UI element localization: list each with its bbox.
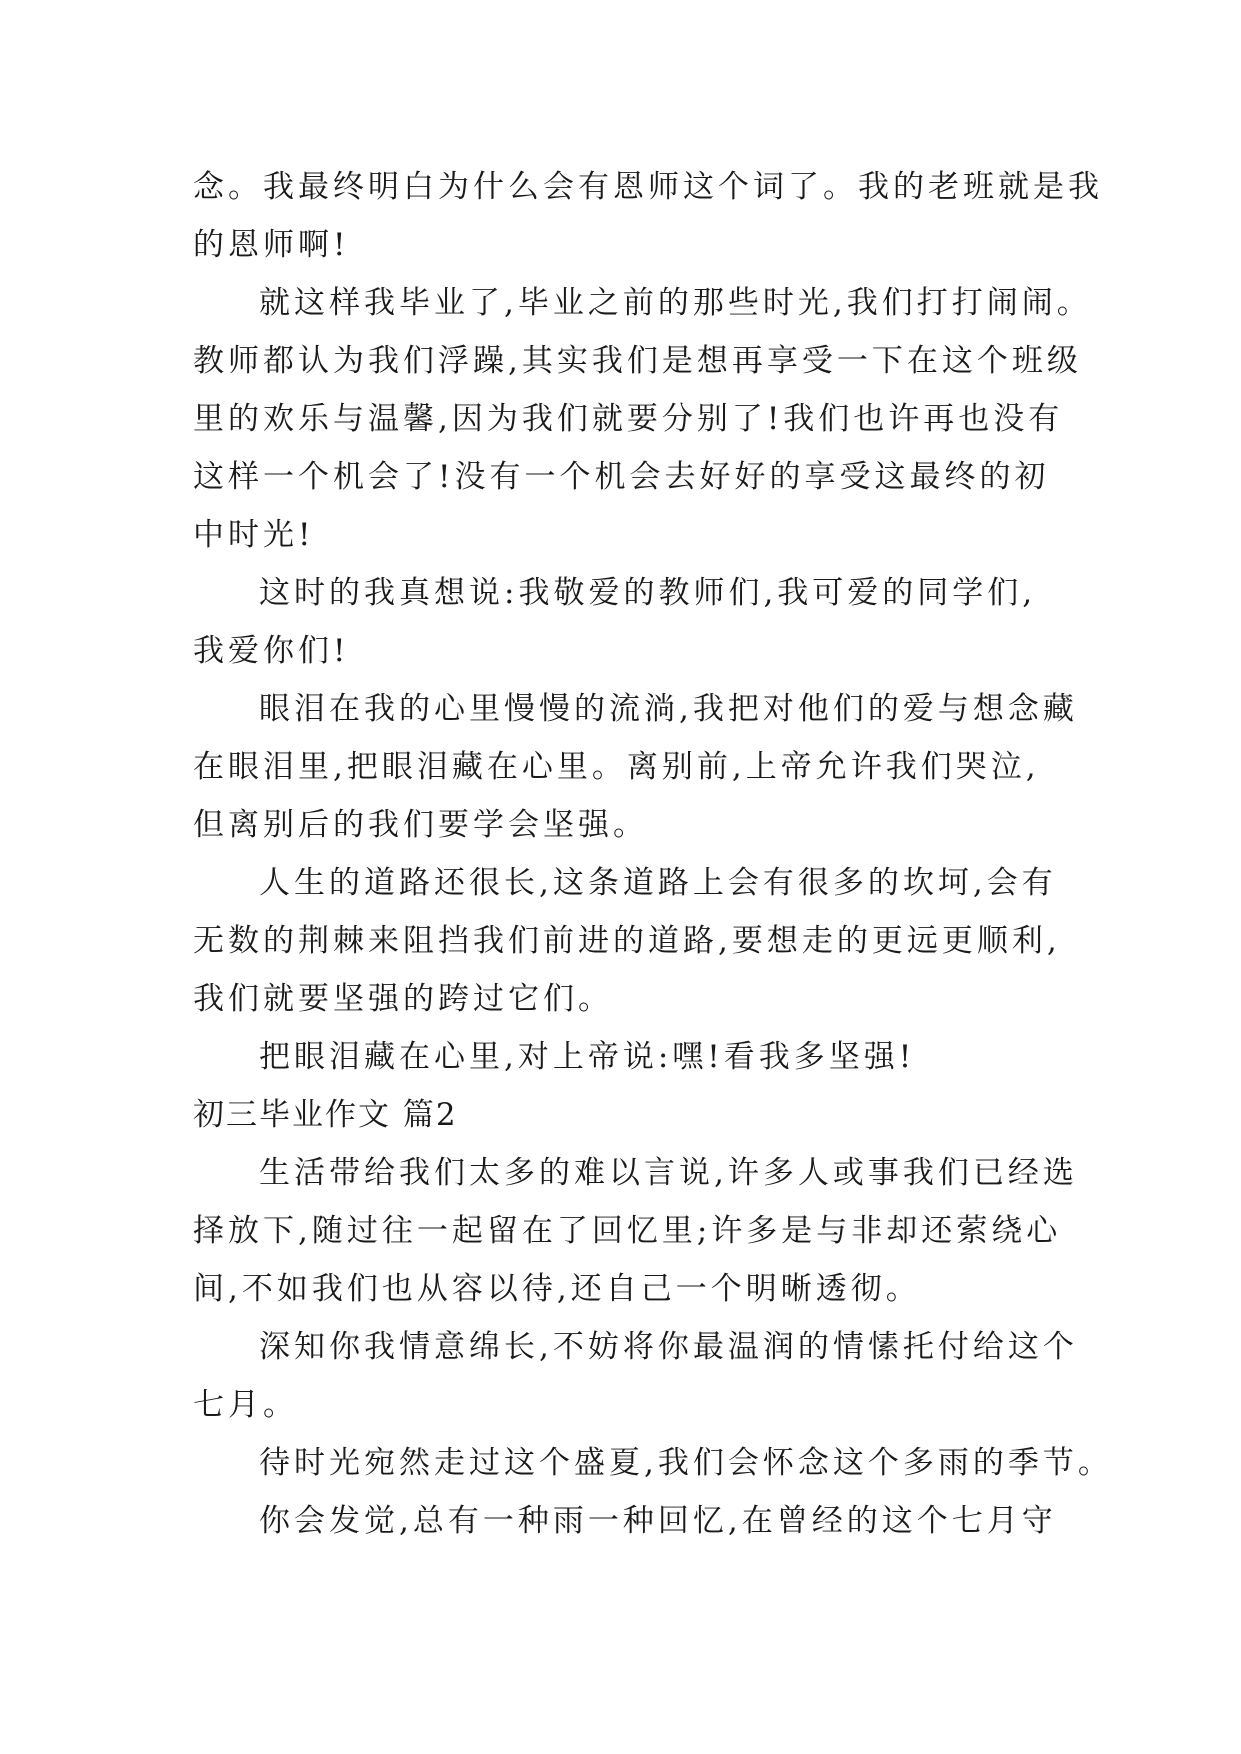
paragraph-start-line: 人生的道路还很长,这条道路上会有很多的坎坷,会有 [259,865,1057,901]
paragraph-start-line: 就这样我毕业了,毕业之前的那些时光,我们打打闹闹。 [259,285,1092,321]
text-line: 的恩师啊! [193,227,350,263]
document-page [193,158,1113,1550]
text-line: 在眼泪里,把眼泪藏在心里。离别前,上帝允许我们哭泣, [193,749,1040,785]
text-line: 无数的荆棘来阻挡我们前进的道路,要想走的更远更顺利, [193,923,1061,959]
text-line: 我爱你们! [193,633,350,669]
paragraph-start-line: 这时的我真想说:我敬爱的教师们,我可爱的同学们, [259,575,1037,611]
text-line: 念。我最终明白为什么会有恩师这个词了。我的老班就是我 [193,169,1103,205]
text-line: 中时光! [193,517,315,553]
text-line: 择放下,随过往一起留在了回忆里;许多是与非却还萦绕心 [193,1213,1062,1249]
paragraph-start-line: 生活带给我们太多的难以言说,许多人或事我们已经选 [259,1155,1078,1191]
text-line: 这样一个机会了!没有一个机会去好好的享受这最终的初 [193,459,1050,495]
text-line: 但离别后的我们要学会坚强。 [193,807,648,843]
paragraph-start-line: 深知你我情意绵长,不妨将你最温润的情愫托付给这个 [259,1329,1078,1365]
paragraph-start-line: 待时光宛然走过这个盛夏,我们会怀念这个多雨的季节。 [259,1445,1113,1481]
text-line: 里的欢乐与温馨,因为我们就要分别了!我们也许再也没有 [193,401,1064,437]
section-heading: 初三毕业作文 篇2 [193,1097,458,1133]
paragraph-start-line: 你会发觉,总有一种雨一种回忆,在曾经的这个七月守 [259,1503,1057,1539]
text-line: 七月。 [193,1387,298,1423]
text-line: 我们就要坚强的跨过它们。 [193,981,613,1017]
paragraph-start-line: 把眼泪藏在心里,对上帝说:嘿!看我多坚强! [259,1039,916,1075]
text-line: 间,不如我们也从容以待,还自己一个明晰透彻。 [193,1271,921,1307]
paragraph-start-line: 眼泪在我的心里慢慢的流淌,我把对他们的爱与想念藏 [259,691,1078,727]
text-line: 教师都认为我们浮躁,其实我们是想再享受一下在这个班级 [193,343,1082,379]
